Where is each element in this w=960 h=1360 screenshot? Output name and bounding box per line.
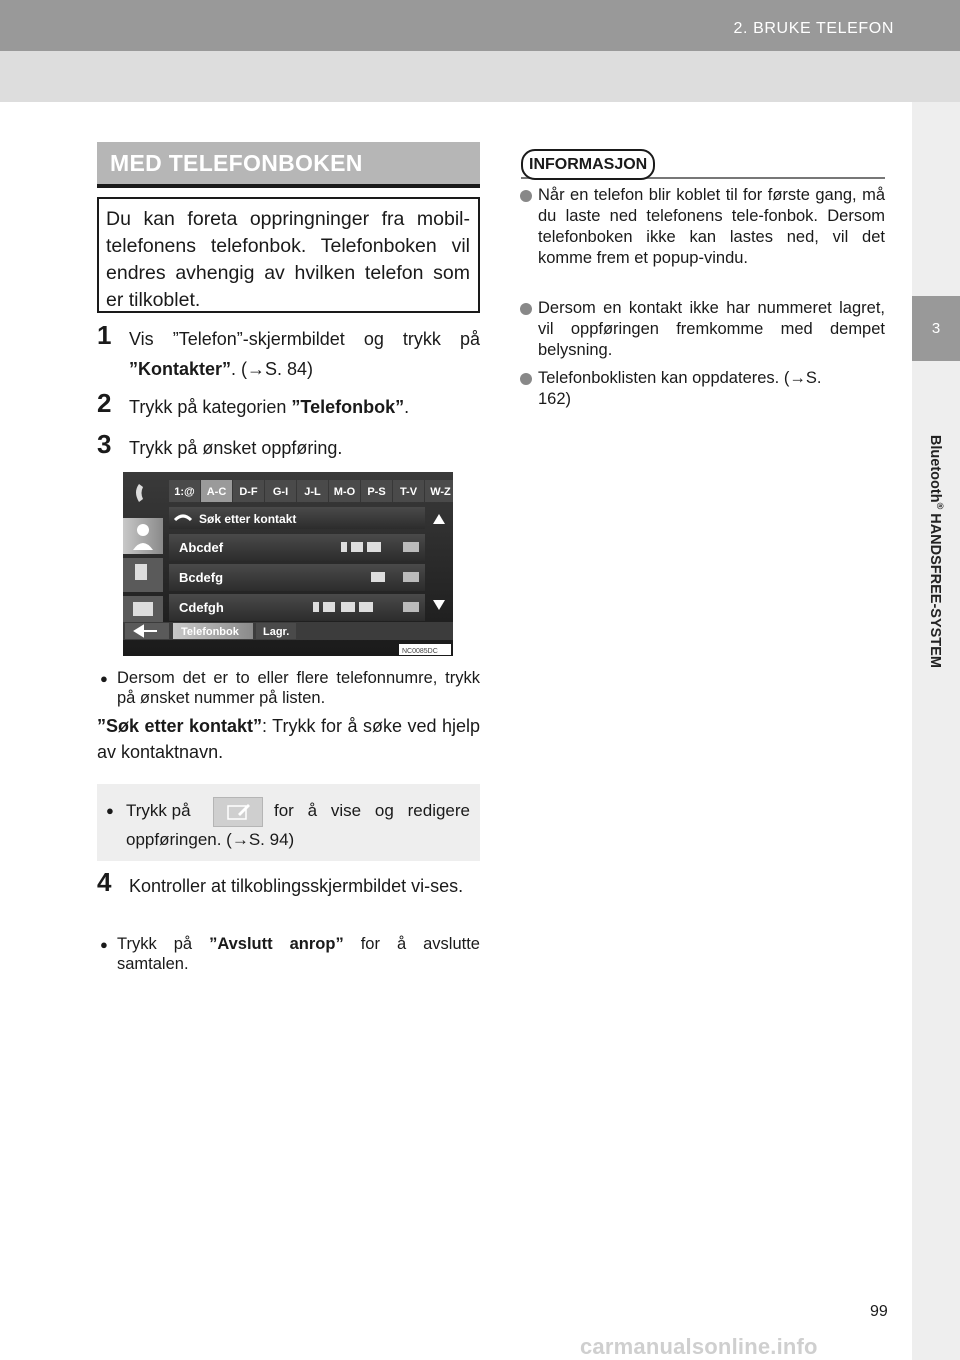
step-number: 4 (97, 867, 112, 897)
edit-icon[interactable] (403, 542, 419, 552)
step-text: Trykk på kategorien ”Telefonbok”. (129, 397, 410, 417)
search-contact-label: Søk etter kontakt (199, 512, 297, 526)
contact-icon (137, 524, 149, 536)
letter-tab-label: D-F (239, 486, 258, 498)
phone-type-icon (351, 542, 363, 552)
phone-type-icon (367, 542, 381, 552)
step-number: 1 (97, 320, 112, 350)
section-heading (97, 142, 480, 188)
letter-tab-label: P-S (367, 486, 386, 498)
step-2 (97, 388, 480, 422)
step-3 (97, 429, 480, 463)
edit-icon[interactable] (403, 602, 419, 612)
phone-type-icon (313, 602, 319, 612)
phonebook-screenshot (123, 472, 453, 656)
edit-button-image (213, 797, 263, 827)
phone-type-icon (371, 572, 385, 582)
contact-name: Abcdef (179, 540, 224, 555)
edit-tip-text-line2: oppføringen. (→S. 94) (126, 830, 295, 849)
step-number: 3 (97, 429, 112, 459)
phone-type-icon (341, 602, 355, 612)
letter-tabs (169, 480, 453, 502)
letter-tab-label: 1:@ (174, 486, 195, 498)
page-number: 99 (870, 1303, 888, 1320)
step-number: 2 (97, 388, 112, 418)
header-subbar (0, 51, 960, 102)
contact-name: Cdefgh (179, 600, 224, 615)
step-text: Vis ”Telefon”-skjermbildet og trykk på ”Kontakter”. (→S. 84) (129, 329, 480, 379)
bullet-icon (520, 373, 532, 385)
phone-type-icon (341, 542, 347, 552)
bullet-icon: ● (100, 671, 108, 686)
info-item-2: Dersom en kontakt ikke har nummeret lagret, vil oppføringen fremkomme med dempet belysning. (520, 298, 885, 362)
edit-tip-text-start: Trykk på (126, 801, 191, 820)
phone-type-icon (359, 602, 373, 612)
letter-tab-label: T-V (399, 486, 418, 498)
side-tab-title: Bluetooth® HANDSFREE-SYSTEM (927, 434, 945, 668)
bullet-icon (520, 303, 532, 315)
step-4 (97, 867, 480, 931)
message-icon (133, 602, 153, 616)
info-item-1: Når en telefon blir koblet til for første gang, må du laste ned telefonens tele-fonbok. Dersom telefonboken ikke kan lastes ned, vil det komme frem et popup-vindu. (520, 185, 885, 273)
note-multiple-numbers: ● Dersom det er to eller flere telefonnumre, trykk på ønsket nummer på listen. (100, 669, 480, 707)
tab-telefonbok-label: Telefonbok (181, 626, 239, 638)
letter-tab-label: M-O (333, 486, 356, 498)
bullet-icon: ● (106, 803, 114, 818)
letter-tab-label: G-I (272, 486, 289, 498)
letter-tab-label: W-Z (430, 486, 451, 498)
chapter-title: 2. BRUKE TELEFON (733, 20, 894, 37)
history-icon (135, 564, 147, 580)
bullet-icon: ● (100, 937, 108, 952)
edit-tip-text-end: for å vise og redigere (274, 801, 470, 820)
info-item-3: Telefonboklisten kan oppdateres. (→S. 162) (520, 368, 885, 410)
letter-tab-label: A-C (206, 486, 227, 498)
side-tab (912, 102, 960, 1360)
intro-box: Du kan foreta oppringninger fra mobil-telefonens telefonbok. Telefonboken vil endres avhengig av hvilken telefon som er tilkoblet. (97, 197, 480, 313)
step-1 (97, 320, 480, 384)
letter-tab-label: J-L (304, 486, 321, 498)
edit-icon[interactable] (403, 572, 419, 582)
bullet-icon (520, 190, 532, 202)
note-end-call: ● Trykk på ”Avslutt anrop” for å avslutte samtalen. (100, 935, 480, 973)
image-code: NC0085DC (402, 648, 438, 655)
tab-lagr-label: Lagr. (263, 626, 290, 638)
watermark: carmanualsonline.info (580, 1334, 818, 1359)
section-title: MED TELEFONBOKEN (110, 150, 363, 176)
contact-name: Bcdefg (179, 570, 224, 585)
phone-type-icon (323, 602, 335, 612)
step-text: Trykk på ønsket oppføring. (129, 438, 343, 458)
edit-icon (214, 798, 262, 826)
info-label: INFORMASJON (521, 149, 655, 180)
search-description: ”Søk etter kontakt”: Trykk for å søke ved hjelp av kontaktnavn. (97, 716, 480, 762)
chapter-number: 3 (931, 320, 941, 337)
step-text: Kontroller at tilkoblingsskjermbildet vi-ses. (129, 876, 464, 896)
